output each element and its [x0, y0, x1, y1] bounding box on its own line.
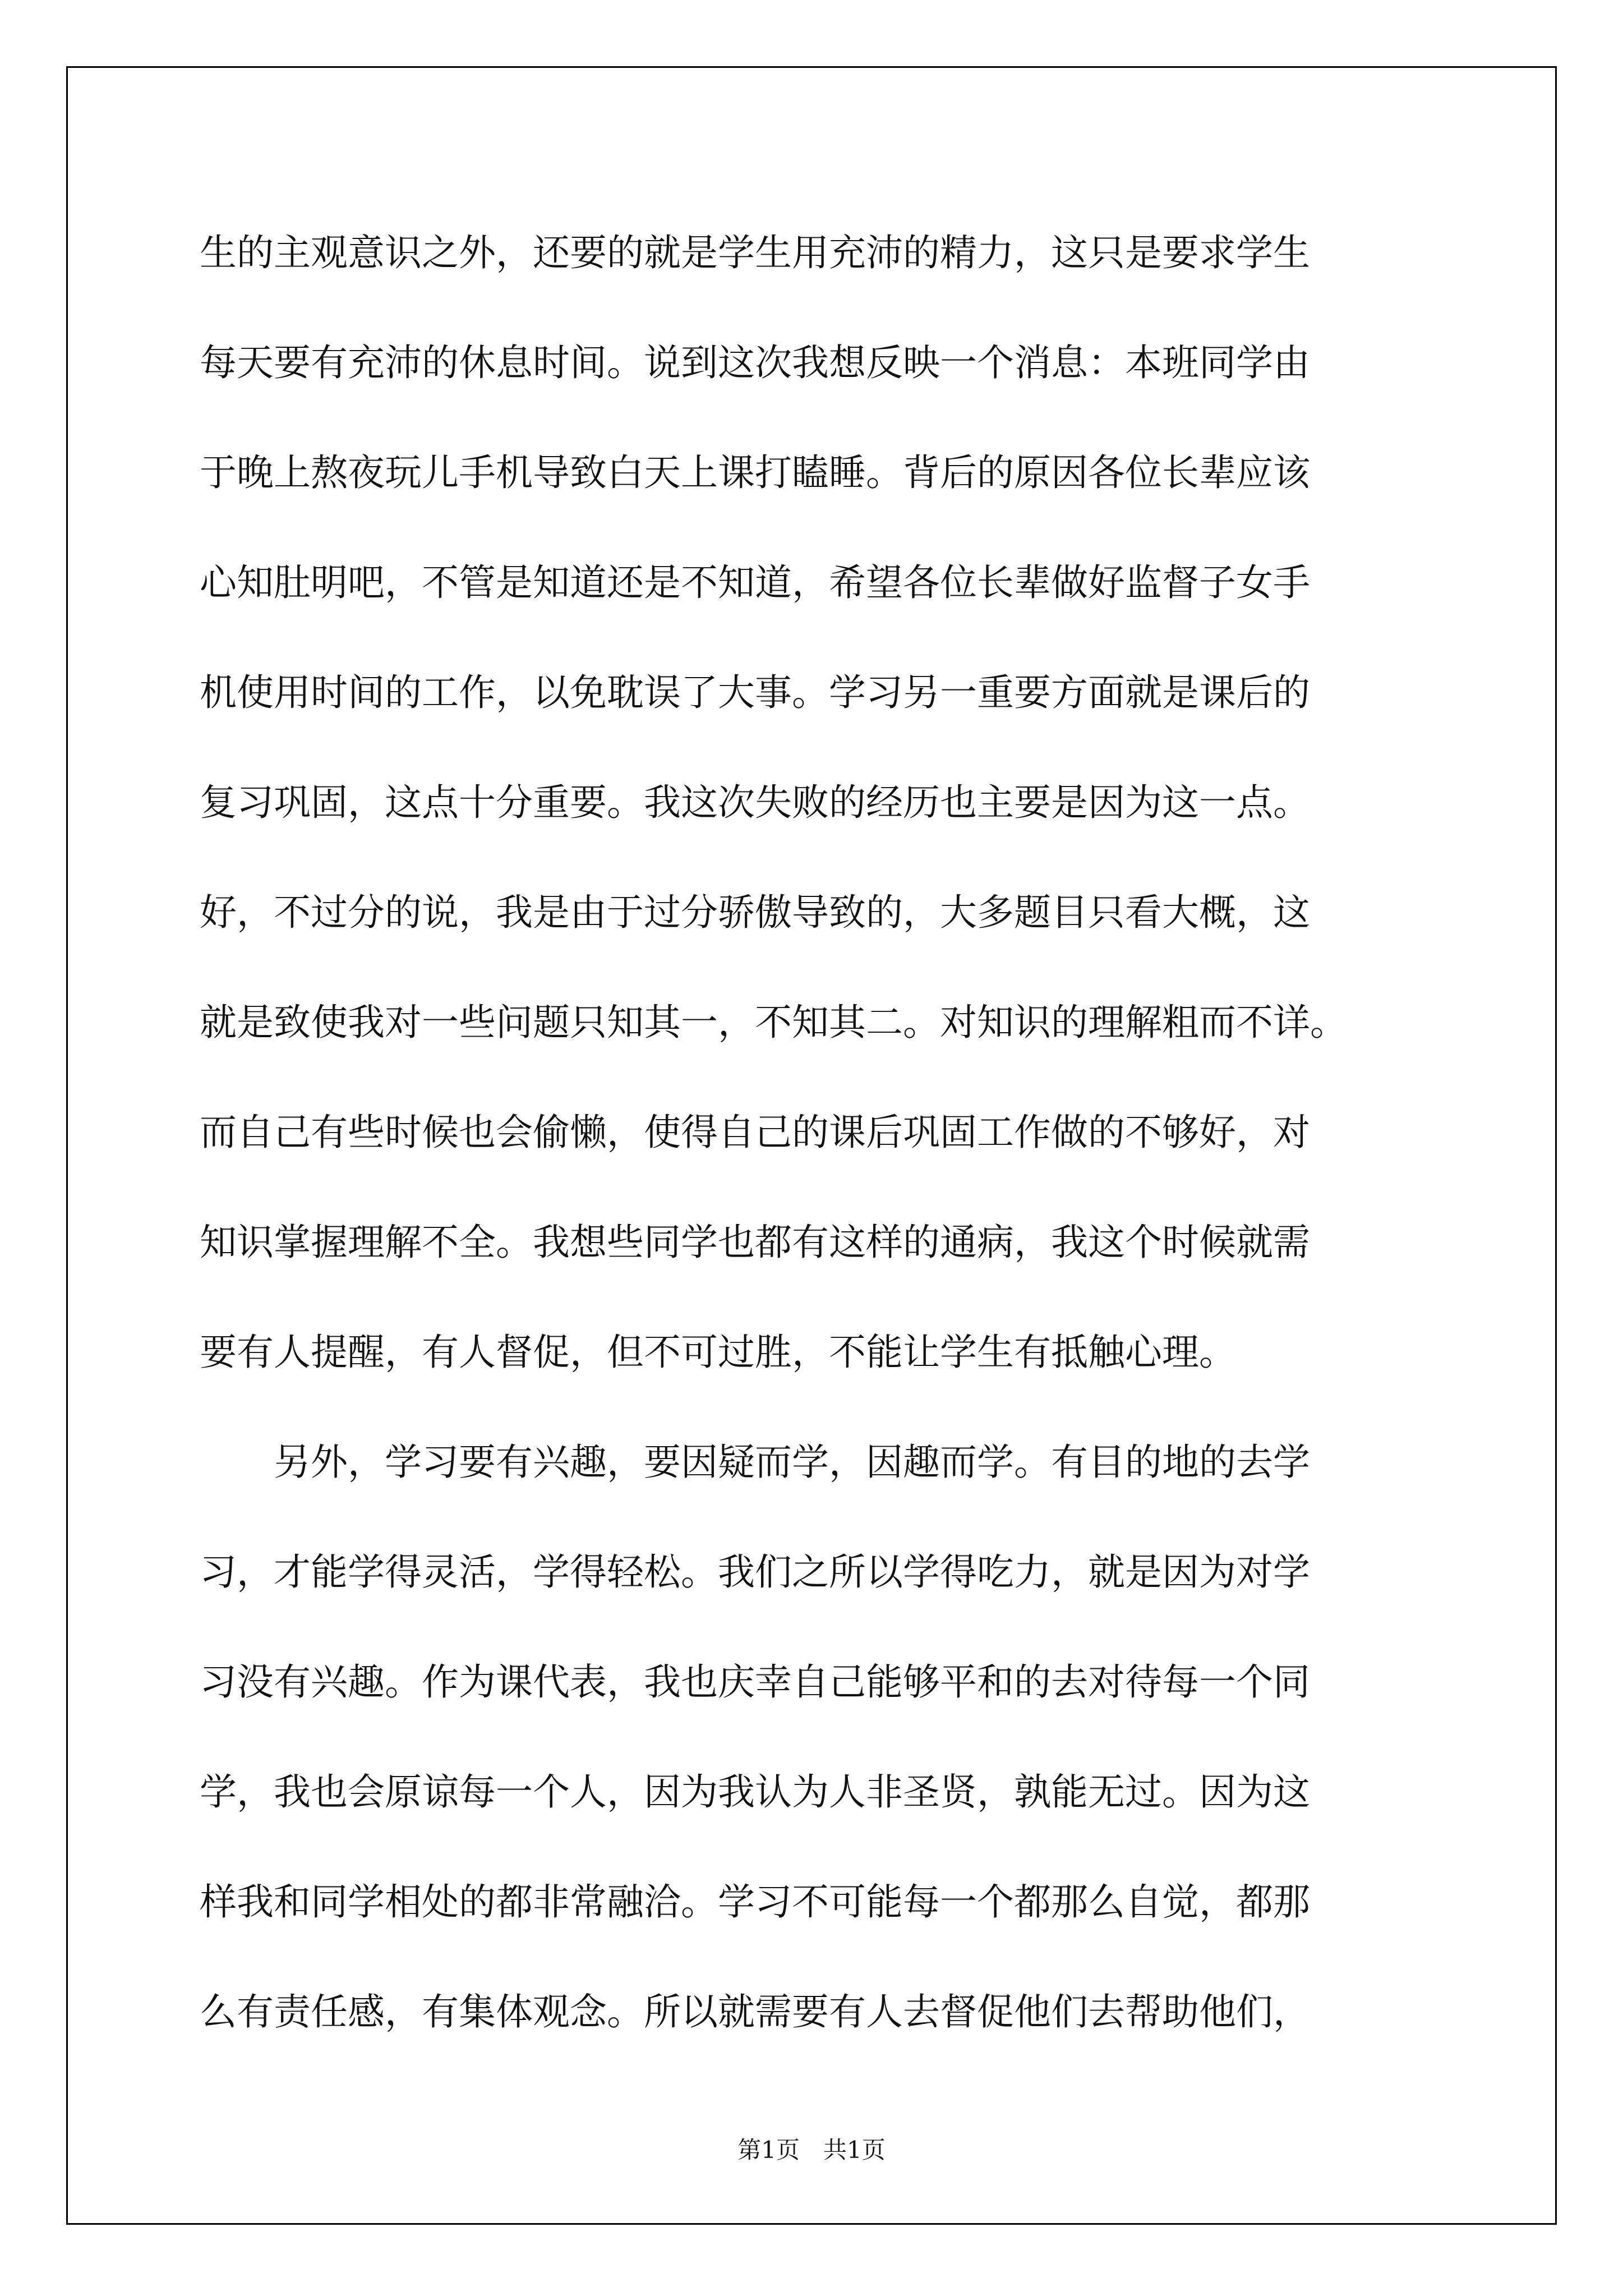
text-line: 要有人提醒，有人督促，但不可过胜，不能让学生有抵触心理。	[200, 1331, 1236, 1374]
text-line: 样我和同学相处的都非常融洽。学习不可能每一个都那么自觉，都那	[200, 1880, 1310, 1924]
text-line: 复习巩固，这点十分重要。我这次失败的经历也主要是因为这一点。	[200, 781, 1310, 824]
text-line: 学，我也会原谅每一个人，因为我认为人非圣贤，孰能无过。因为这	[200, 1770, 1310, 1814]
text-line: 就是致使我对一些问题只知其一，不知其二。对知识的理解粗而不详。	[200, 1001, 1347, 1044]
text-line: 每天要有充沛的休息时间。说到这次我想反映一个消息：本班同学由	[200, 341, 1310, 384]
page-number-footer: 第1页 共1页	[737, 2136, 886, 2164]
paragraph-start-line: 另外，学习要有兴趣，要因疑而学，因趣而学。有目的地的去学	[274, 1441, 1310, 1484]
text-line: 习，才能学得灵活，学得轻松。我们之所以学得吃力，就是因为对学	[200, 1550, 1310, 1594]
text-line: 心知肚明吧，不管是知道还是不知道，希望各位长辈做好监督子女手	[200, 561, 1310, 604]
text-line: 好，不过分的说，我是由于过分骄傲导致的，大多题目只看大概，这	[200, 891, 1310, 934]
text-line: 么有责任感，有集体观念。所以就需要有人去督促他们去帮助他们，	[200, 1990, 1310, 2033]
text-line: 知识掌握理解不全。我想些同学也都有这样的通病，我这个时候就需	[200, 1221, 1310, 1264]
text-line: 机使用时间的工作，以免耽误了大事。学习另一重要方面就是课后的	[200, 671, 1310, 714]
text-line: 而自己有些时候也会偷懒，使得自己的课后巩固工作做的不够好，对	[200, 1111, 1310, 1154]
text-line: 习没有兴趣。作为课代表，我也庆幸自己能够平和的去对待每一个同	[200, 1660, 1310, 1704]
document-body	[200, 211, 1433, 2080]
text-line: 于晚上熬夜玩儿手机导致白天上课打瞌睡。背后的原因各位长辈应该	[200, 451, 1310, 494]
text-line: 生的主观意识之外，还要的就是学生用充沛的精力，这只是要求学生	[200, 231, 1310, 274]
